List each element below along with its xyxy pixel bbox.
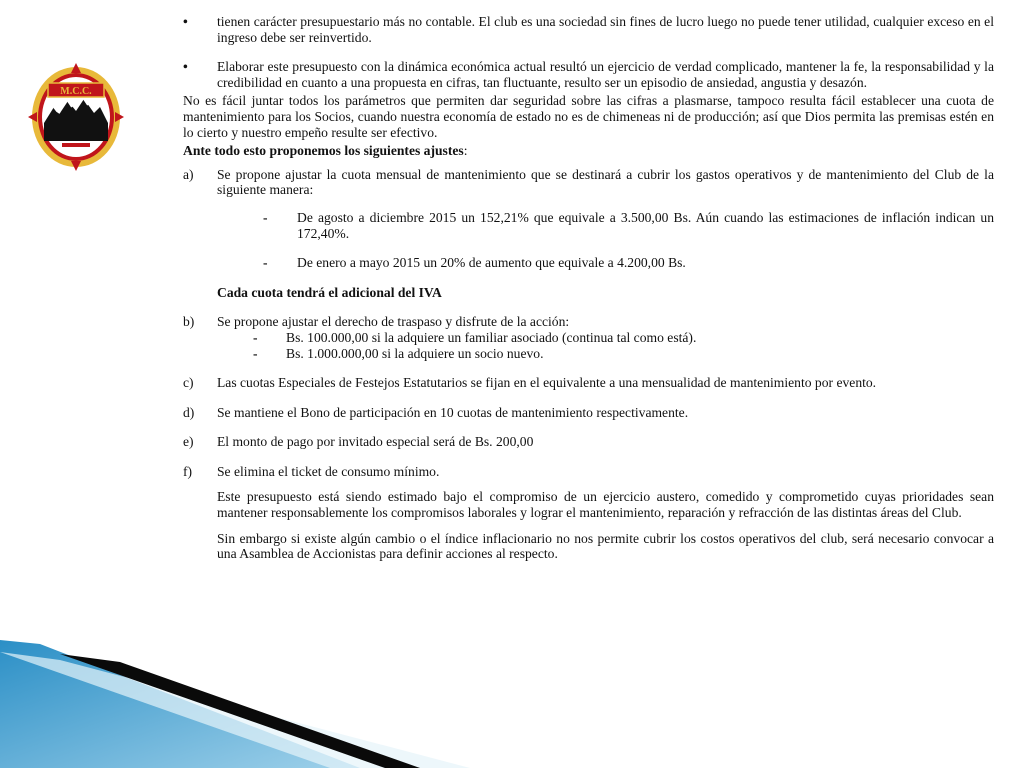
list-item-c [183,375,994,391]
list-item-f [183,464,994,480]
adjust-heading-line [183,143,994,159]
list-item-a [183,167,994,198]
list-text: Se propone ajustar la cuota mensual de mantenimiento que se destinará a cubrir los gastos operativos y de mantenimiento del Club de la siguiente manera: [217,166,994,198]
club-logo [28,61,124,173]
list-text: Las cuotas Especiales de Festejos Estatutarios se fijan en el equivalente a una mensualidad de mantenimiento por evento. [217,375,877,391]
dash-mark: - [253,329,258,345]
list-text: Se propone ajustar el derecho de traspaso y disfrute de la acción: [217,314,570,330]
list-item-b [183,314,994,330]
list-text: Se mantiene el Bono de participación en 10 cuotas de mantenimiento respectivamente. [217,404,689,420]
list-item-d [183,405,994,421]
list-mark: c) [183,375,194,391]
bullet-item [183,14,994,45]
list-mark: b) [183,314,195,330]
sub-item [183,255,994,271]
list-text: El monto de pago por invitado especial será de Bs. 200,00 [217,434,534,450]
dash-mark: - [263,255,268,271]
dash-mark: - [253,345,258,361]
list-text: Se elimina el ticket de consumo mínimo. [217,463,440,479]
sub-item-text: De enero a mayo 2015 un 20% de aumento que equivale a 4.200,00 Bs. [297,255,686,271]
bullet-item [183,59,994,90]
bullet-mark: • [183,59,188,75]
intro-paragraph: No es fácil juntar todos los parámetros que permiten dar seguridad sobre las cifras a plasmarse, tampoco resulta fácil establecer una cuota de mantenimiento para los Socios, cuando nuestra economía de estado no es de chimeneas ni de producción; así que Dios permita las premisas estén en lo cierto y nuestro empeño resulte ser efectivo. [183,93,994,140]
sub-item [183,346,994,362]
list-mark: f) [183,463,193,479]
logo-text: M.C.C. [60,86,92,97]
adjust-heading: Ante todo esto proponemos los siguientes ajustes [183,143,464,159]
list-mark: e) [183,434,194,450]
sub-item-text: Bs. 1.000.000,00 si la adquiere un socio nuevo. [286,345,544,361]
decorative-swoosh [0,610,1024,768]
sub-item-text: Bs. 100.000,00 si la adquiere un familiar asociado (continua tal como está). [286,329,697,345]
sub-item-text: De agosto a diciembre 2015 un 152,21% que equivale a 3.500,00 Bs. Aún cuando las estimaciones de inflación indican un 172,40%. [297,209,994,241]
bullet-text: Elaborar este presupuesto con la dinámica económica actual resultó un ejercicio de verdad complicado, mantener la fe, la responsabilidad y la credibilidad en cuanto a una propuesta en cifras, tan fluctuante, resulto ser un episodio de ansiedad, angustia y desazón. [217,59,994,90]
bullet-text: tienen carácter presupuestario más no contable. El club es una sociedad sin fines de lucro luego no puede tener utilidad, cualquier exceso en el ingreso debe ser reinvertido. [217,14,994,45]
list-item-e [183,434,994,450]
list-mark: d) [183,404,195,420]
sub-item [183,210,994,241]
document-body [183,14,994,562]
closing-paragraph: Este presupuesto está siendo estimado bajo el compromiso de un ejercicio austero, comedido y comprometido cuyas prioridades sean mantener responsablemente los compromisos laborales y lograr el mantenimiento, reparación y refracción de las distintas áreas del Club. [217,489,994,521]
sub-item [183,330,994,346]
closing-paragraph: Sin embargo si existe algún cambio o el índice inflacionario no nos permite cubrir los costos operativos del club, será necesario convocar a una Asamblea de Accionistas para definir acciones al respecto. [217,530,994,562]
iva-note: Cada cuota tendrá el adicional del IVA [217,284,442,300]
adjust-heading-colon: : [463,143,468,159]
dash-mark: - [263,209,268,225]
list-mark: a) [183,166,194,182]
bullet-mark: • [183,14,188,29]
